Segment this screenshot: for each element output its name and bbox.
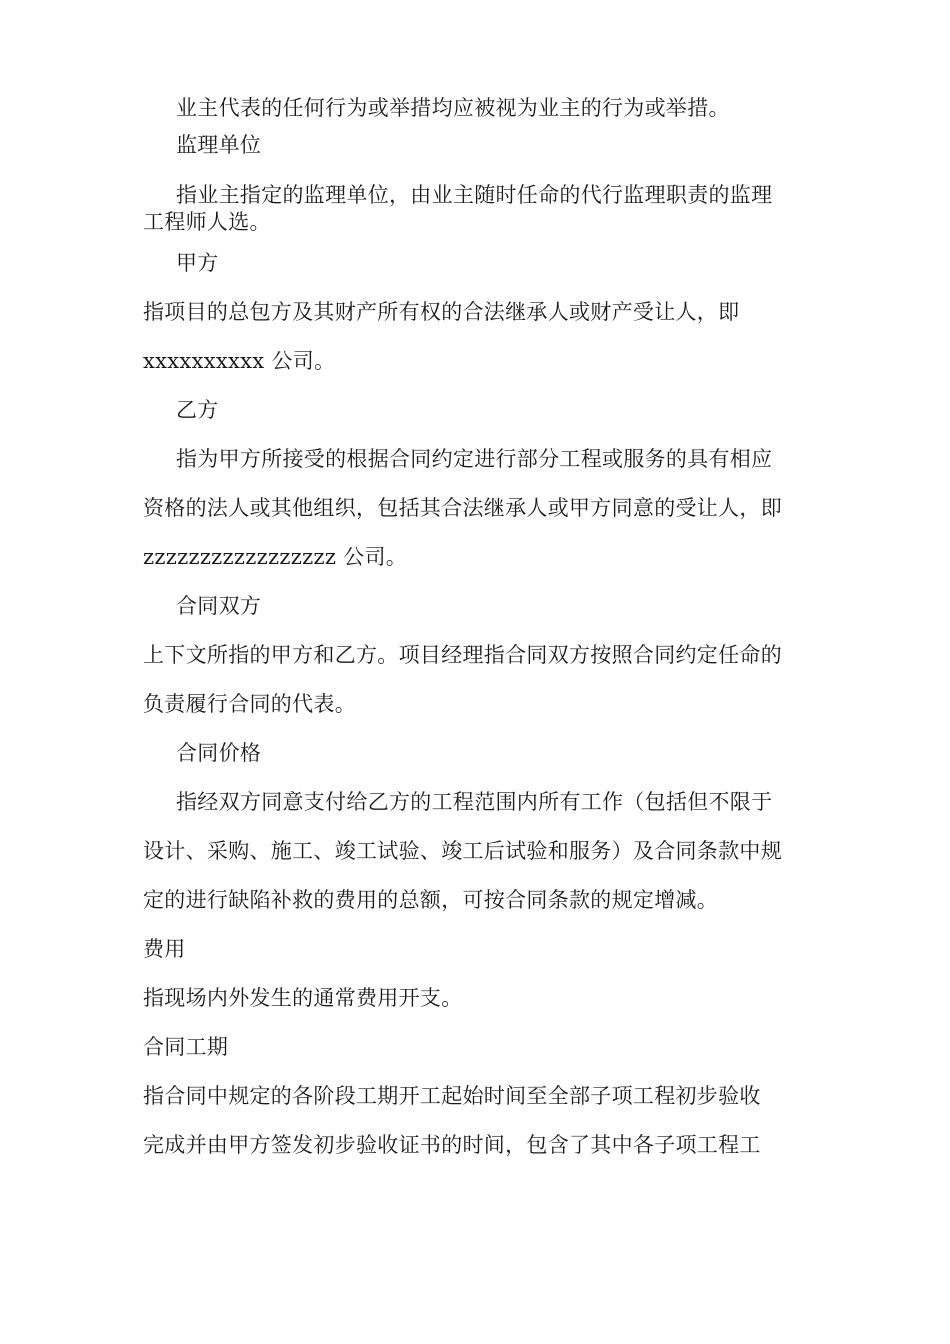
text-line-party-b-def-2: 资格的法人或其他组织，包括其合法继承人或甲方同意的受让人，即 xyxy=(143,496,782,520)
text-line-price-def-2: 设计、采购、施工、竣工试验、竣工后试验和服务）及合同条款中规 xyxy=(143,839,782,863)
text-line-party-a-def-2: xxxxxxxxxx 公司。 xyxy=(143,349,336,373)
heading-expenses: 费用 xyxy=(143,937,186,961)
heading-contract-price: 合同价格 xyxy=(176,741,262,765)
text-line-parties-def-2: 负责履行合同的代表。 xyxy=(143,692,356,716)
heading-contract-parties: 合同双方 xyxy=(176,594,262,618)
text-line-expenses-def: 指现场内外发生的通常费用开支。 xyxy=(143,986,463,1010)
text-line-party-b-def-1: 指为甲方所接受的根据合同约定进行部分工程或服务的具有相应 xyxy=(176,447,773,471)
text-line-supervisor-def-2: 工程师人选。 xyxy=(143,210,271,234)
text-line-supervisor-def-1: 指业主指定的监理单位，由业主随时任命的代行监理职责的监理 xyxy=(176,183,773,207)
text-line-price-def-3: 定的进行缺陷补救的费用的总额，可按合同条款的规定增减。 xyxy=(143,888,719,912)
heading-party-a: 甲方 xyxy=(176,251,219,275)
text-line-period-def-1: 指合同中规定的各阶段工期开工起始时间至全部子项工程初步验收 xyxy=(143,1084,761,1108)
heading-contract-period: 合同工期 xyxy=(143,1035,229,1059)
text-line-owner-rep-acts: 业主代表的任何行为或举措均应被视为业主的行为或举措。 xyxy=(176,96,730,120)
text-line-price-def-1: 指经双方同意支付给乙方的工程范围内所有工作（包括但不限于 xyxy=(176,790,773,814)
text-line-parties-def-1: 上下文所指的甲方和乙方。项目经理指合同双方按照合同约定任命的 xyxy=(143,643,782,667)
text-line-period-def-2: 完成并由甲方签发初步验收证书的时间，包含了其中各子项工程工 xyxy=(143,1133,761,1157)
text-line-party-a-def-1: 指项目的总包方及其财产所有权的合法继承人或财产受让人，即 xyxy=(143,300,740,324)
heading-supervisor: 监理单位 xyxy=(176,133,262,157)
text-line-party-b-def-3: zzzzzzzzzzzzzzzzz 公司。 xyxy=(143,545,408,569)
heading-party-b: 乙方 xyxy=(176,398,219,422)
